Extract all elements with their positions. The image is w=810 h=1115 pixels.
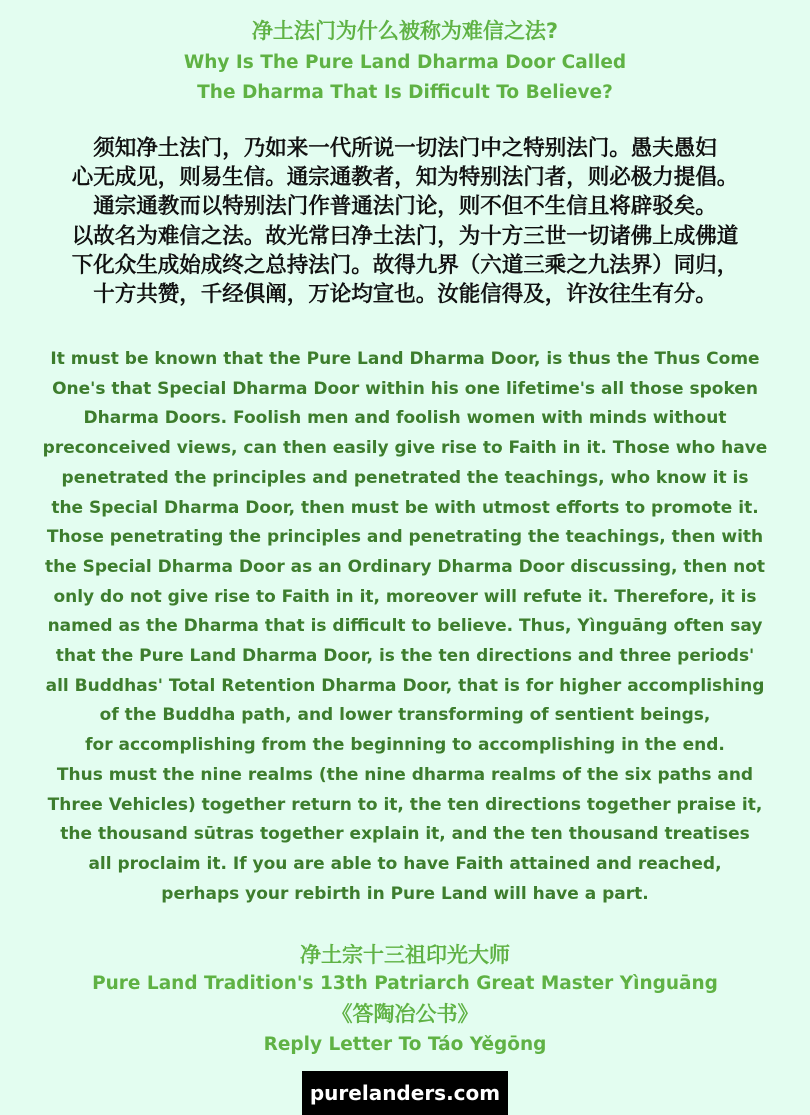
body-chinese-paragraph — [0, 134, 810, 309]
body-english-line: for accomplishing from the beginning to accomplishing in the end. — [85, 735, 725, 756]
body-english-line: all proclaim it. If you are able to have Faith attained and reached, — [88, 853, 722, 874]
website-link[interactable]: purelanders.com — [302, 1071, 508, 1115]
body-chinese-line: 以故名为难信之法。故光常曰净土法门，为十方三世一切诸佛上成佛道 — [71, 223, 739, 249]
body-english-line: Three Vehicles) together return to it, the ten directions together praise it, — [47, 794, 763, 815]
body-chinese-line: 下化众生成始成终之总持法门。故得九界（六道三乘之九法界）同归， — [71, 252, 739, 278]
body-chinese-line: 十方共赞，千经俱阐，万论均宣也。汝能信得及，许汝往生有分。 — [93, 282, 717, 308]
body-english-line: penetrated the principles and penetrated the teachings, who know it is — [61, 467, 749, 488]
body-chinese-line: 通宗通教而以特别法门作普通法门论，则不但不生信且将辟驳矣。 — [93, 194, 717, 220]
attribution-source-english: Reply Letter To Táo Yěgōng — [263, 1034, 547, 1055]
attribution-author-chinese: 净土宗十三祖印光大师 — [300, 943, 510, 967]
body-english-line: all Buddhas' Total Retention Dharma Door, that is for higher accomplishing — [45, 675, 765, 696]
title-english-line: Why Is The Pure Land Dharma Door Called — [183, 52, 627, 73]
title-chinese: 净土法门为什么被称为难信之法? — [251, 19, 559, 43]
attribution-author-english: Pure Land Tradition's 13th Patriarch Great Master Yìnguāng — [92, 973, 718, 994]
body-chinese-line: 心无成见，则易生信。通宗通教者，知为特别法门者，则必极力提倡。 — [71, 165, 739, 191]
body-english-line: It must be known that the Pure Land Dharma Door, is thus the Thus Come — [50, 349, 760, 369]
body-english-line: the Special Dharma Door as an Ordinary Dharma Door discussing, then not — [44, 556, 766, 577]
body-english-line: that the Pure Land Dharma Door, is the ten directions and three periods' — [55, 646, 755, 667]
body-english-paragraph — [0, 345, 810, 909]
body-english-line: Thus must the nine realms (the nine dharma realms of the six paths and — [56, 764, 754, 785]
body-english-line: named as the Dharma that is difficult to believe. Thus, Yìnguāng often say — [47, 616, 763, 637]
body-english-line: preconceived views, can then easily give rise to Faith in it. Those who have — [42, 438, 768, 459]
body-english-line: of the Buddha path, and lower transforming of sentient beings, — [99, 705, 711, 726]
body-english-line: Dharma Doors. Foolish men and foolish women with minds without — [83, 408, 727, 429]
title-english-line: The Dharma That Is Difficult To Believe? — [197, 82, 613, 103]
body-english-line: the thousand sūtras together explain it, and the ten thousand treatises — [60, 824, 750, 845]
body-english-line: Those penetrating the principles and penetrating the teachings, then with — [46, 527, 764, 548]
attribution-source-chinese: 《答陶冶公书》 — [331, 1002, 479, 1026]
body-english-line: only do not give rise to Faith in it, moreover will refute it. Therefore, it is — [53, 586, 757, 607]
body-english-line: the Special Dharma Door, then must be with utmost efforts to promote it. — [51, 497, 759, 518]
body-chinese-line: 须知净土法门，乃如来一代所说一切法门中之特别法门。愚夫愚妇 — [93, 136, 717, 161]
title-english — [0, 48, 810, 108]
body-english-line: perhaps your rebirth in Pure Land will have a part. — [161, 883, 649, 904]
body-english-line: One's that Special Dharma Door within his one lifetime's all those spoken — [52, 378, 758, 399]
